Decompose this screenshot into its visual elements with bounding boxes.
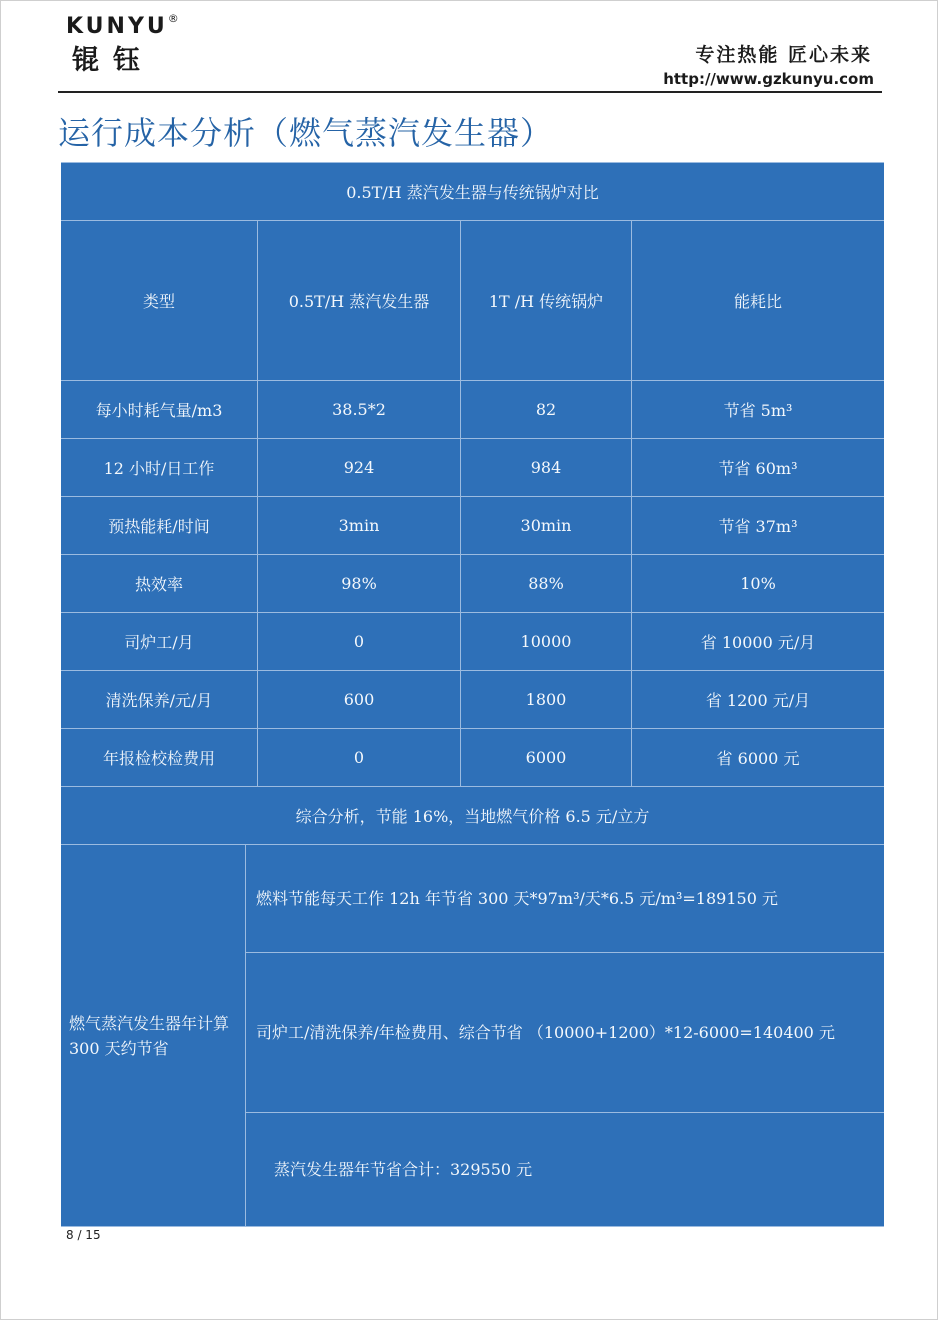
page-title: 运行成本分析（燃气蒸汽发生器） bbox=[58, 114, 554, 152]
table-row bbox=[61, 439, 884, 497]
table-caption-row bbox=[61, 162, 884, 221]
table-cell: 省 10000 元/月 bbox=[700, 633, 816, 652]
savings-item-fuel: 燃料节能每天工作 12h 年节省 300 天*97m³/天*6.5 元/m³=189150 元 bbox=[246, 845, 884, 953]
website-link[interactable]: http://www.gzkunyu.com bbox=[663, 70, 874, 88]
table-cell: 38.5*2 bbox=[258, 381, 461, 438]
table-cell: 6000 bbox=[461, 729, 632, 786]
table-cell: 82 bbox=[461, 381, 632, 438]
savings-details bbox=[246, 845, 884, 1226]
table-cell: 节省 5m³ bbox=[723, 401, 793, 420]
table-cell: 98% bbox=[258, 555, 461, 612]
header-divider bbox=[58, 91, 882, 93]
table-cell: 10% bbox=[740, 574, 776, 593]
savings-item-labor: 司炉工/清洗保养/年检费用、综合节省 （10000+1200）*12-6000=140400 元 bbox=[246, 953, 884, 1113]
header-cell: 类型 bbox=[61, 221, 258, 380]
page-number: 8 / 15 bbox=[66, 1228, 101, 1242]
table-row bbox=[61, 555, 884, 613]
table-cell: 热效率 bbox=[61, 555, 258, 612]
table-cell: 节省 37m³ bbox=[718, 517, 798, 536]
table-cell: 0 bbox=[258, 729, 461, 786]
summary-row bbox=[61, 787, 884, 845]
table-cell: 省 6000 元 bbox=[716, 749, 800, 768]
table-cell: 30min bbox=[461, 497, 632, 554]
table-cell: 清洗保养/元/月 bbox=[61, 671, 258, 728]
table-cell: 司炉工/月 bbox=[61, 613, 258, 670]
table-cell: 1800 bbox=[461, 671, 632, 728]
table-cell: 年报检校检费用 bbox=[61, 729, 258, 786]
table-row bbox=[61, 381, 884, 439]
header-cell: 0.5T/H 蒸汽发生器 bbox=[258, 221, 461, 380]
table-cell: 3min bbox=[258, 497, 461, 554]
table-cell: 88% bbox=[461, 555, 632, 612]
table-caption: 0.5T/H 蒸汽发生器与传统锅炉对比 bbox=[346, 183, 599, 202]
table-cell: 节省 60m³ bbox=[718, 459, 798, 478]
table-cell: 预热能耗/时间 bbox=[61, 497, 258, 554]
table-cell: 984 bbox=[461, 439, 632, 496]
table-header-row bbox=[61, 221, 884, 381]
header-cell: 能耗比 bbox=[733, 292, 782, 311]
table-cell: 0 bbox=[258, 613, 461, 670]
table-row bbox=[61, 497, 884, 555]
logo-chinese: 锟钰 bbox=[72, 45, 154, 76]
savings-section bbox=[61, 845, 884, 1227]
comparison-table bbox=[61, 162, 884, 1227]
header-cell: 1T /H 传统锅炉 bbox=[461, 221, 632, 380]
table-cell: 10000 bbox=[461, 613, 632, 670]
table-cell: 每小时耗气量/m3 bbox=[61, 381, 258, 438]
logo-wordmark: KUNYU® bbox=[66, 12, 179, 39]
slogan: 专注热能 匠心未来 bbox=[695, 44, 872, 66]
table-row bbox=[61, 729, 884, 787]
summary-text: 综合分析，节能 16%，当地燃气价格 6.5 元/立方 bbox=[295, 807, 650, 826]
table-cell: 12 小时/日工作 bbox=[61, 439, 258, 496]
table-cell: 省 1200 元/月 bbox=[705, 691, 811, 710]
savings-item-total: 蒸汽发生器年节省合计：329550 元 bbox=[274, 1160, 533, 1179]
savings-label: 燃气蒸汽发生器年计算 300 天约节省 bbox=[61, 845, 246, 1226]
table-cell: 924 bbox=[258, 439, 461, 496]
table-row bbox=[61, 613, 884, 671]
table-row bbox=[61, 671, 884, 729]
table-cell: 600 bbox=[258, 671, 461, 728]
